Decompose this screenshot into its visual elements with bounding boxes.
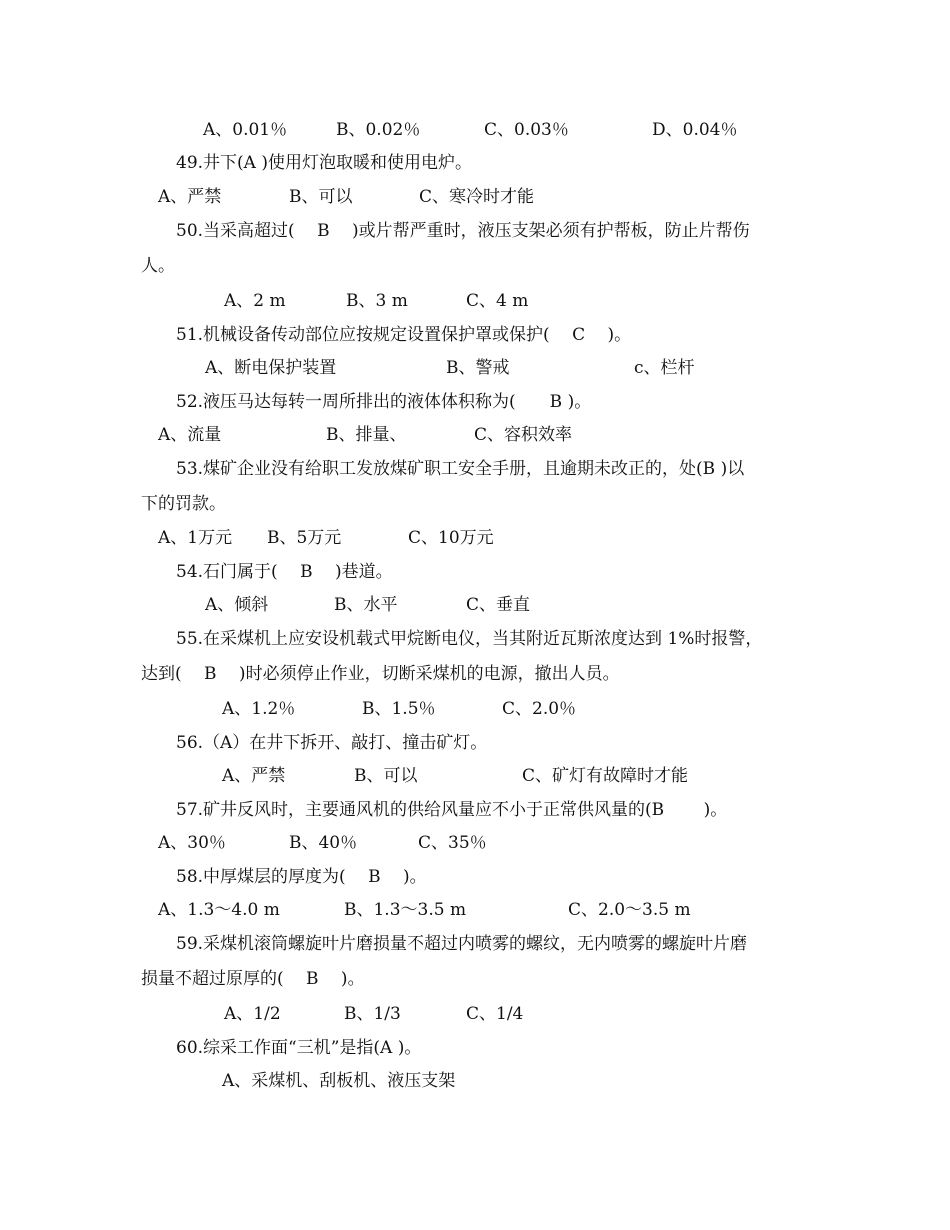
option-q49-a: A、严禁 (158, 187, 222, 207)
option-q54-c: C、垂直 (466, 595, 531, 615)
option-q48-c: C、0.03％ (484, 120, 569, 140)
option-q52-c: C、容积效率 (474, 425, 573, 445)
question-56: 56.（A）在井下拆开、敲打、撞击矿灯。 (176, 733, 488, 753)
question-59-line1: 59.采煤机滚筒螺旋叶片磨损量不超过内喷雾的螺纹，无内喷雾的螺旋叶片磨 (176, 934, 748, 954)
option-q49-b: B、可以 (289, 187, 353, 207)
question-50-line1: 50.当采高超过( B )或片帮严重时，液压支架必须有护帮板，防止片帮伤 (176, 221, 750, 241)
question-50-line2: 人。 (141, 256, 175, 276)
option-q59-b: B、1/3 (344, 1004, 401, 1024)
option-q53-c: C、10万元 (408, 528, 494, 548)
option-q50-b: B、3 m (346, 291, 408, 311)
option-q55-c: C、2.0％ (502, 699, 577, 719)
option-q53-a: A、1万元 (158, 528, 233, 548)
question-49: 49.井下(A )使用灯泡取暖和使用电炉。 (176, 153, 472, 173)
question-58: 58.中厚煤层的厚度为( B )。 (176, 867, 427, 887)
option-q57-b: B、40％ (289, 833, 358, 853)
option-q58-c: C、2.0～3.5 m (568, 900, 691, 920)
option-q56-a: A、严禁 (222, 766, 286, 786)
question-53-line2: 下的罚款。 (141, 494, 226, 514)
option-q51-b: B、警戒 (446, 358, 510, 378)
option-q48-a: A、0.01％ (203, 120, 288, 140)
option-q54-a: A、倾斜 (205, 595, 269, 615)
option-q57-c: C、35％ (418, 833, 487, 853)
option-q60-a: A、采煤机、刮板机、液压支架 (222, 1071, 456, 1091)
option-q57-a: A、30％ (158, 833, 226, 853)
option-q51-a: A、断电保护装置 (205, 358, 337, 378)
option-q56-c: C、矿灯有故障时才能 (522, 766, 689, 786)
option-q58-a: A、1.3～4.0 m (158, 900, 280, 920)
option-q50-a: A、2 m (224, 291, 286, 311)
question-53-line1: 53.煤矿企业没有给职工发放煤矿职工安全手册，且逾期未改正的，处(B )以 (176, 459, 745, 479)
option-q55-a: A、1.2％ (222, 699, 296, 719)
question-55-line1: 55.在采煤机上应安设机载式甲烷断电仪，当其附近瓦斯浓度达到 1%时报警， (176, 629, 763, 649)
option-q53-b: B、5万元 (267, 528, 342, 548)
option-q52-b: B、排量、 (326, 425, 407, 445)
option-q50-c: C、4 m (466, 291, 529, 311)
question-54: 54.石门属于( B )巷道。 (176, 562, 393, 582)
option-q48-d: D、0.04％ (652, 120, 738, 140)
option-q52-a: A、流量 (158, 425, 222, 445)
question-60: 60.综采工作面“三机”是指(A )。 (176, 1038, 422, 1058)
option-q55-b: B、1.5％ (362, 699, 436, 719)
question-52: 52.液压马达每转一周所排出的液体体积称为( B )。 (176, 392, 592, 412)
question-51: 51.机械设备传动部位应按规定设置保护罩或保护( C )。 (176, 325, 632, 345)
question-59-line2: 损量不超过原厚的( B )。 (141, 969, 365, 989)
option-q56-b: B、可以 (354, 766, 418, 786)
option-q59-a: A、1/2 (224, 1004, 281, 1024)
option-q58-b: B、1.3～3.5 m (344, 900, 467, 920)
option-q51-c: c、栏杆 (634, 358, 695, 378)
option-q48-b: B、0.02％ (336, 120, 421, 140)
option-q59-c: C、1/4 (466, 1004, 524, 1024)
question-57: 57.矿井反风时，主要通风机的供给风量应不小于正常供风量的(B )。 (176, 800, 728, 820)
question-55-line2: 达到( B )时必须停止作业，切断采煤机的电源，撤出人员。 (141, 664, 620, 684)
option-q54-b: B、水平 (334, 595, 398, 615)
option-q49-c: C、寒冷时才能 (419, 187, 535, 207)
